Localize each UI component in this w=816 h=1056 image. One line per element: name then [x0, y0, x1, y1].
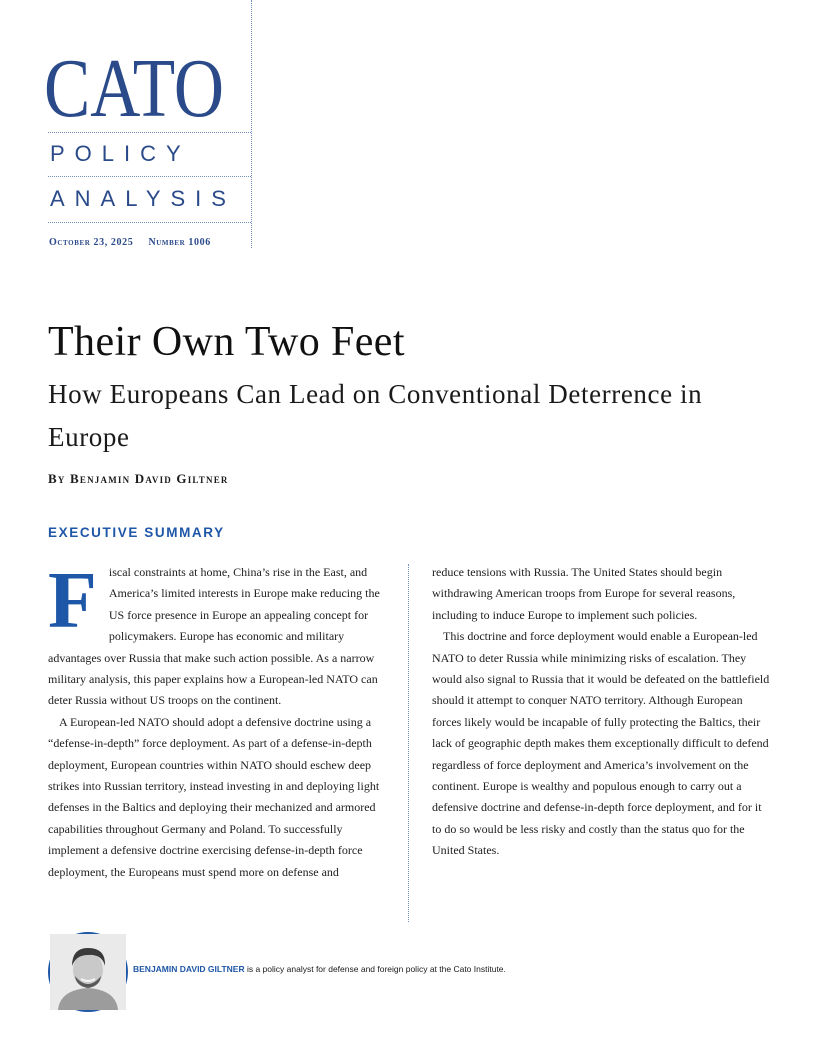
author-avatar [48, 932, 128, 1012]
issue-number: Number 1006 [148, 237, 211, 248]
column-divider [408, 564, 409, 922]
left-column [48, 557, 388, 883]
drop-cap: F [48, 557, 97, 645]
right-column [432, 562, 772, 862]
series-label-analysis: ANALYSIS [50, 186, 236, 211]
summary-paragraph-1-text: iscal constraints at home, China’s rise in the East, and America’s limited interests in Europe make reducing the US force presence in Europe an appealing concept for policymakers. Europe has economic and military advantages over Russia that make such action possible. As a narrow military analysis, this paper explains how a European-led NATO can deter Russia without US troops on the continent. [48, 565, 380, 708]
cato-logo [44, 42, 226, 135]
summary-paragraph-1 [48, 557, 388, 712]
header-vertical-rule [251, 0, 252, 248]
author-bio [133, 964, 506, 974]
series-label-policy: POLICY [50, 141, 191, 166]
header-rule-middle [48, 176, 251, 177]
cato-logo-text: CATO [44, 42, 224, 135]
section-heading: EXECUTIVE SUMMARY [48, 525, 225, 540]
summary-paragraph-4: This doctrine and force deployment would enable a European-led NATO to deter Russia while minimizing risks of escalation. They would also signal to Russia that it would be defeated on the battlefield should it attempt to conquer NATO territory. Although European forces likely would be incapable of fully protecting the Baltics, their lack of geographic depth makes them exceptionally difficult to defend regardless of force deployment and America’s involvement on the continent. Europe is wealthy and populous enough to carry out a defensive doctrine and defense-in-depth force deployment, and for it to do so would be less risky and costly than the status quo for the United States. [432, 629, 770, 858]
author-byline: By Benjamin David Giltner [48, 471, 229, 486]
author-photo-icon [50, 934, 126, 1010]
summary-paragraph-2: A European-led NATO should adopt a defensive doctrine using a “defense-in-depth” force deployment. As part of a defense-in-depth deployment, European countries within NATO should eschew deep strikes into Russian territory, instead investing in and deploying light defenses in the Baltics and deploying their mechanized and armored capabilities throughout Germany and Poland. To successfully implement a defensive doctrine exercising defense-in-depth force deployment, the Europeans must spend more on defense and [48, 714, 380, 879]
issue-info [49, 237, 211, 248]
page-subtitle: How Europeans Can Lead on Conventional Deterrence in Europe [48, 379, 703, 452]
header-rule-bottom [48, 222, 251, 223]
page-title: Their Own Two Feet [48, 319, 405, 365]
issue-date: October 23, 2025 [49, 237, 134, 248]
author-bio-name: BENJAMIN DAVID GILTNER [133, 964, 245, 974]
summary-paragraph-3: reduce tensions with Russia. The United States should begin withdrawing American troops from Europe for several reasons, including to induce Europe to implement such policies. [432, 565, 736, 622]
author-bio-text: is a policy analyst for defense and foreign policy at the Cato Institute. [244, 964, 506, 974]
